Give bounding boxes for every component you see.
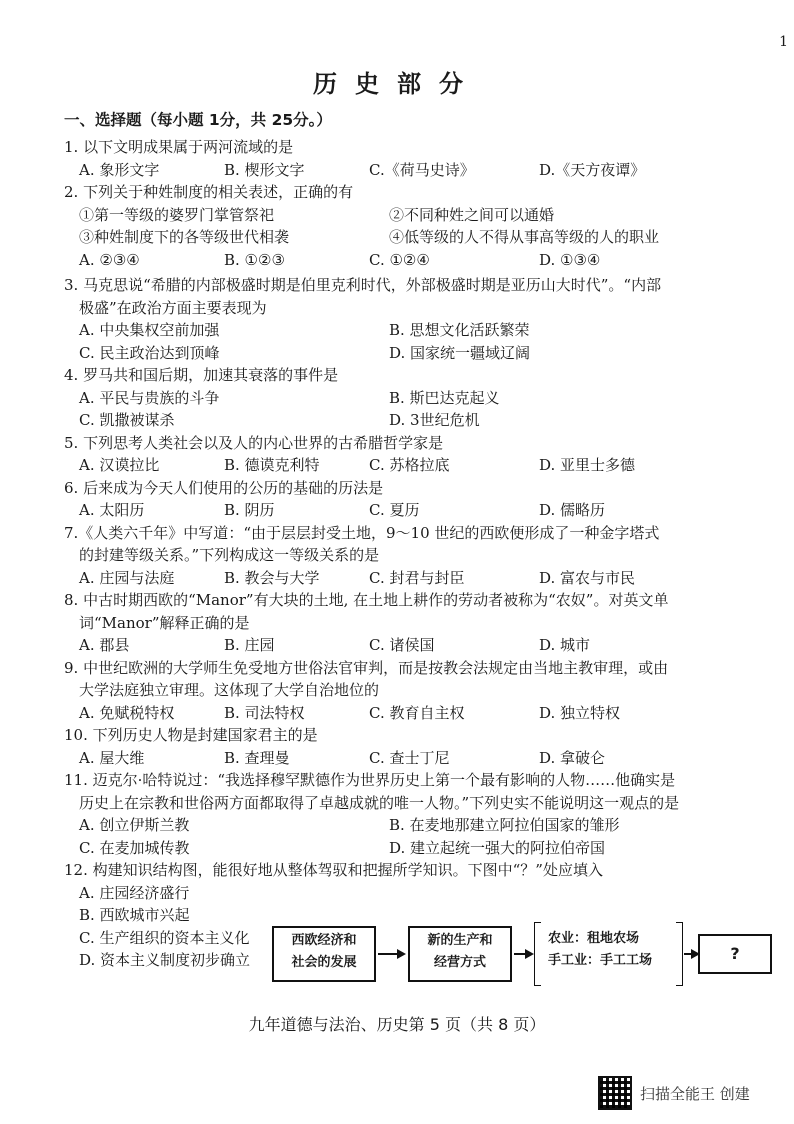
options xyxy=(64,747,764,770)
page-title: 历史部分 xyxy=(313,70,481,98)
diagram-box-production xyxy=(408,926,512,982)
box-line: 新的生产和 xyxy=(427,933,493,948)
options xyxy=(64,319,764,342)
option-c: C. 封君与封臣 xyxy=(369,568,465,587)
option-c: C. 诸侯国 xyxy=(369,636,435,654)
question-5 xyxy=(64,432,764,477)
option-d: D. 独立特权 xyxy=(539,703,621,722)
option-c: C. 查士丁尼 xyxy=(369,748,450,767)
arrow-icon xyxy=(684,953,698,955)
bracket-right xyxy=(676,922,683,986)
option-b: B. 司法特权 xyxy=(224,703,305,722)
section-heading: 一、选择题（每小题 1分，共 25分。） xyxy=(64,111,332,129)
question-stem: 7.《人类六千年》中写道：“由于层层封受土地，9～10 世纪的西欧便形成了一种金字塔式 xyxy=(64,523,660,542)
option-a: A. 太阳历 xyxy=(79,501,145,519)
option-a: A. 免赋税特权 xyxy=(79,703,175,722)
options xyxy=(64,409,764,432)
question-mark: ? xyxy=(730,944,740,963)
option-d: D. ①③④ xyxy=(539,250,601,269)
diagram-box-agri-industry xyxy=(542,926,678,982)
question-stem: 1. 以下文明成果属于两河流域的是 xyxy=(64,138,294,156)
option-c: C. 生产组织的资本主义化 xyxy=(79,928,250,947)
box-line: 手工业：手工工场 xyxy=(548,953,653,968)
option-b: B. 楔形文字 xyxy=(224,160,305,179)
option-c: C. 教育自主权 xyxy=(369,703,465,722)
question-stem-cont: 的封建等级关系。”下列构成这一等级关系的是 xyxy=(79,546,380,564)
option-b: B. 查理曼 xyxy=(224,748,290,767)
options xyxy=(64,249,764,272)
question-stem-cont: 历史上在宗教和世俗两方面都取得了卓越成就的唯一人物。”下列史实不能说明这一观点的是 xyxy=(79,793,680,812)
options xyxy=(64,342,764,365)
option-b: B. 教会与大学 xyxy=(224,568,320,587)
option-a: A. 平民与贵族的斗争 xyxy=(79,388,220,407)
option-b: B. 德谟克利特 xyxy=(224,456,320,474)
option-a: A. ②③④ xyxy=(79,250,140,269)
option-a: A. 屋大维 xyxy=(79,748,145,767)
statement-2: ②不同种姓之间可以通婚 xyxy=(389,205,555,224)
option-d: D. 儒略历 xyxy=(539,501,606,519)
question-stem: 9. 中世纪欧洲的大学师生免受地方世俗法官审判，而是按教会法规定由当地主教审理，或由 xyxy=(64,658,669,677)
question-3 xyxy=(64,274,764,364)
page-number: 1 xyxy=(779,34,788,50)
options xyxy=(64,634,764,657)
option-a: A. 汉谟拉比 xyxy=(79,456,160,474)
question-stem: 3. 马克思说“希腊的内部极盛时期是伯里克利时代，外部极盛时期是亚历山大时代”。“内部 xyxy=(64,276,662,294)
option-d: D.《天方夜谭》 xyxy=(539,160,646,179)
watermark-text: 扫描全能王 创建 xyxy=(640,1084,750,1103)
option-d: D. 资本主义制度初步确立 xyxy=(79,951,251,969)
question-10 xyxy=(64,724,764,769)
statement-4: ④低等级的人不得从事高等级的人的职业 xyxy=(389,228,660,246)
arrow-icon xyxy=(378,953,404,955)
option-d: D. 3世纪危机 xyxy=(389,411,480,429)
question-stem: 2. 下列关于种姓制度的相关表述，正确的有 xyxy=(64,183,354,201)
question-stem: 5. 下列思考人类社会以及人的内心世界的古希腊哲学家是 xyxy=(64,433,444,452)
arrow-icon xyxy=(514,953,532,955)
question-6 xyxy=(64,477,764,522)
option-c: C. 夏历 xyxy=(369,501,420,519)
option-b: B. 西欧城市兴起 xyxy=(79,906,190,924)
option-d: D. 拿破仑 xyxy=(539,748,606,767)
option-c: C.《荷马史诗》 xyxy=(369,160,475,179)
options xyxy=(64,837,764,860)
scanner-watermark xyxy=(598,1076,750,1110)
knowledge-diagram xyxy=(272,922,772,992)
option-b: B. 庄园 xyxy=(224,636,275,654)
question-9 xyxy=(64,657,764,725)
options xyxy=(64,499,764,522)
option-b: B. 斯巴达克起义 xyxy=(389,388,500,407)
question-1 xyxy=(64,136,764,181)
option-c: C. ①②④ xyxy=(369,250,430,269)
question-stem: 8. 中古时期西欧的“Manor”有大块的土地, 在土地上耕作的劳动者被称为“农奴”。对英文单 xyxy=(64,591,669,609)
question-stem-cont: 大学法庭独立审理。这体现了大学自治地位的 xyxy=(79,681,380,699)
option-b: B. ①②③ xyxy=(224,250,285,269)
question-list xyxy=(64,136,764,999)
option-b: B. 思想文化活跃繁荣 xyxy=(389,321,530,339)
option-c: C. 民主政治达到顶峰 xyxy=(79,343,220,362)
option-d: D. 国家统一疆域辽阔 xyxy=(389,343,531,362)
options xyxy=(64,814,764,837)
question-2 xyxy=(64,181,764,271)
option-c: C. 在麦加城传教 xyxy=(79,838,190,857)
box-line: 西欧经济和 xyxy=(291,933,357,948)
question-stem-cont: 词“Manor”解释正确的是 xyxy=(79,613,250,632)
option-b: B. 在麦地那建立阿拉伯国家的雏形 xyxy=(389,816,620,834)
diagram-box-answer xyxy=(698,934,772,974)
option-a: A. 庄园与法庭 xyxy=(79,568,175,587)
option-a: A. 中央集权空前加强 xyxy=(79,321,220,339)
diagram-box-economy xyxy=(272,926,376,982)
statements-row xyxy=(64,226,764,249)
option-d: D. 富农与市民 xyxy=(539,568,636,587)
option-a: A. 郡县 xyxy=(79,636,130,654)
options xyxy=(64,702,764,725)
box-line: 经营方式 xyxy=(433,955,486,970)
question-7 xyxy=(64,522,764,590)
page-footer: 九年道德与法治、历史第 5 页（共 8 页） xyxy=(248,1015,546,1034)
statement-3: ③种姓制度下的各等级世代相袭 xyxy=(79,228,290,246)
question-4 xyxy=(64,364,764,432)
option-c: C. 凯撒被谋杀 xyxy=(79,411,175,429)
question-stem: 11. 迈克尔·哈特说过：“我选择穆罕默德作为世界历史上第一个最有影响的人物……他确实是 xyxy=(64,771,676,789)
options xyxy=(64,567,764,590)
question-stem: 12. 构建知识结构图，能很好地从整体驾驭和把握所学知识。下图中“？”处应填入 xyxy=(64,861,603,879)
qr-code-icon xyxy=(598,1076,632,1110)
box-line: 农业：租地农场 xyxy=(548,931,640,946)
options xyxy=(64,454,764,477)
option-b: B. 阴历 xyxy=(224,501,275,519)
option-d: D. 城市 xyxy=(539,636,591,654)
bracket-left xyxy=(534,922,541,986)
question-stem: 6. 后来成为今天人们使用的公历的基础的历法是 xyxy=(64,478,384,497)
option-d: D. 亚里士多德 xyxy=(539,456,636,474)
question-8 xyxy=(64,589,764,657)
option-d: D. 建立起统一强大的阿拉伯帝国 xyxy=(389,838,606,857)
option-a: A. 创立伊斯兰教 xyxy=(79,816,190,834)
question-stem-cont: 极盛”在政治方面主要表现为 xyxy=(79,298,267,317)
option-a: A. 象形文字 xyxy=(79,160,160,179)
statements-row xyxy=(64,204,764,227)
question-11 xyxy=(64,769,764,859)
box-line: 社会的发展 xyxy=(291,955,357,970)
options xyxy=(64,159,764,182)
option-a: A. 庄园经济盛行 xyxy=(79,883,190,902)
option-c: C. 苏格拉底 xyxy=(369,456,450,474)
question-stem: 10. 下列历史人物是封建国家君主的是 xyxy=(64,726,318,744)
question-stem: 4. 罗马共和国后期，加速其衰落的事件是 xyxy=(64,366,339,384)
statement-1: ①第一等级的婆罗门掌管祭祀 xyxy=(79,205,275,224)
options xyxy=(64,387,764,410)
